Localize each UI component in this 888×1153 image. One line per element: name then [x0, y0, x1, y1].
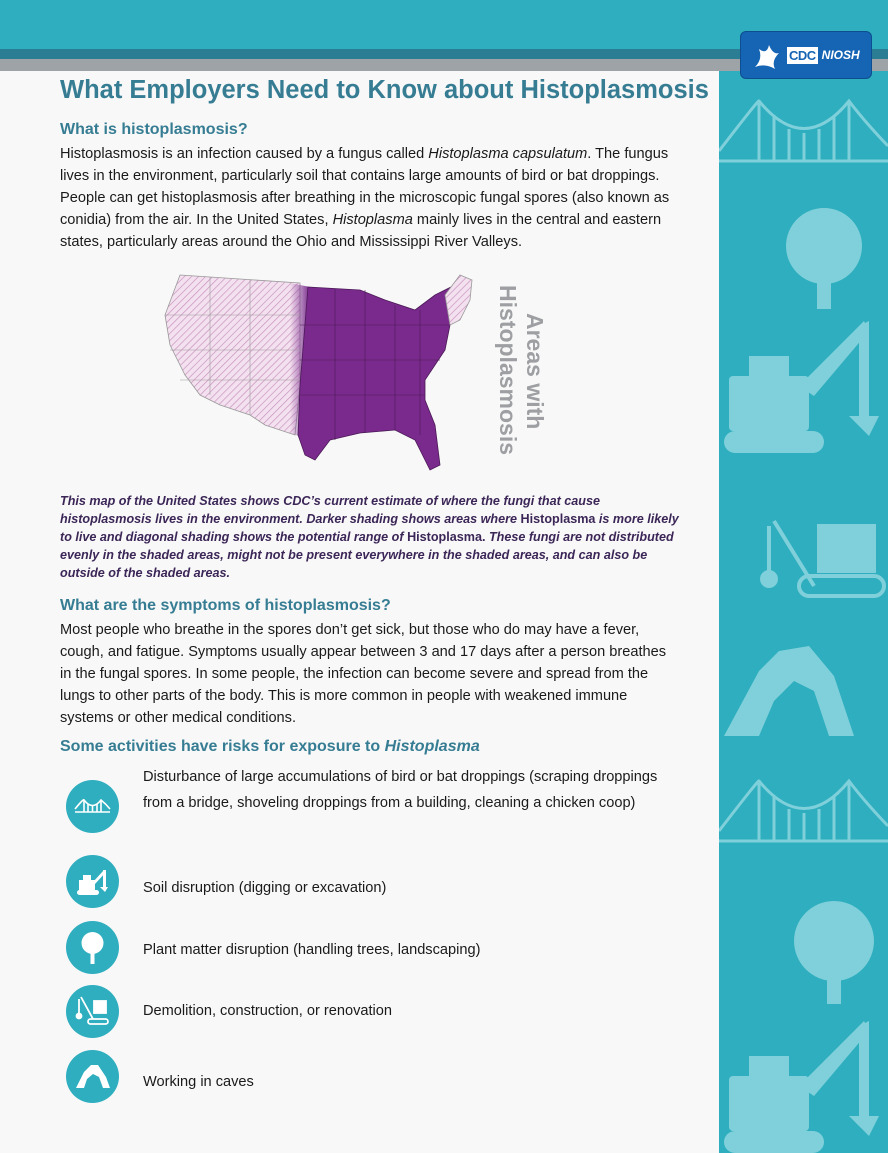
- excavator-icon: [719, 1016, 888, 1153]
- cdc-niosh-logo[interactable]: [740, 31, 872, 79]
- activities-heading: Some activities have risks for exposure to Histoplasma: [60, 738, 480, 755]
- activity-text-plant: Plant matter disruption (handling trees, landscaping): [143, 942, 481, 958]
- logo-cdc-text: CDC: [789, 47, 816, 63]
- tree-icon: [719, 896, 888, 1006]
- crane-icon: [66, 985, 119, 1038]
- map-label-line1: Areas with: [522, 313, 548, 430]
- logo-niosh-text: NIOSH: [821, 48, 860, 62]
- cave-icon: [66, 1050, 119, 1103]
- symptoms-heading: What are the symptoms of histoplasmosis?: [60, 597, 391, 614]
- activity-text-caves: Working in caves: [143, 1074, 254, 1090]
- symptoms-paragraph: Most people who breathe in the spores don’t get sick, but those who do may have a fever, cough, and fatigue. Symptoms usually appear between 3 and 17 days after a person breathes in the fungal spores. In some people, the infection can become severe and spread from the lungs to other parts of the body. This is more common in people with weakened immune systems or other medical conditions.: [60, 622, 667, 726]
- bridge-icon: [719, 771, 888, 851]
- page-title: What Employers Need to Know about Histoplasmosis: [60, 76, 709, 104]
- activity-text-demolition: Demolition, construction, or renovation: [143, 1003, 393, 1019]
- map-northeast-region: [445, 275, 472, 325]
- hhs-eagle-icon: [749, 37, 783, 73]
- tree-icon: [66, 921, 119, 974]
- tree-icon: [719, 201, 888, 311]
- map-east-region: [298, 285, 460, 470]
- what-is-paragraph: Histoplasmosis is an infection caused by a fungus called Histoplasma capsulatum. The fungus lives in the environment, particularly soil that contains large amounts of bird or bat droppings. People can get histoplasmosis after breathing in the microscopic fungal spores (also known as conidia) from the air. In the United States, Histoplasma mainly lives in the central and eastern states, particularly areas around the Ohio and Mississippi River Valleys.: [60, 146, 670, 250]
- activity-text-droppings: Disturbance of large accumulations of bird or bat droppings (scraping droppings from a bridge, shoveling droppings from a building, cleaning a chicken coop): [143, 769, 658, 811]
- bridge-icon: [66, 780, 119, 833]
- decorative-side-panel: [719, 71, 888, 1153]
- map-label-line2: Histoplasmosis: [495, 285, 521, 455]
- excavator-icon: [719, 316, 888, 461]
- activity-text-soil: Soil disruption (digging or excavation): [143, 880, 387, 896]
- map-caption: This map of the United States shows CDC’s current estimate of where the fungi that cause histoplasmosis lives in the environment. Darker shading shows areas where Histoplasma is more likely to live and diagonal shading shows the potential range of Histoplasma. These fungi are not distributed evenly in the shaded areas, might not be present everywhere in the shaded areas, and can also be outside of the shaded areas.: [60, 494, 679, 580]
- map-west-region: [165, 275, 300, 435]
- crane-icon: [719, 511, 888, 611]
- excavator-icon: [66, 855, 119, 908]
- cave-icon: [719, 641, 888, 741]
- bridge-icon: [719, 91, 888, 171]
- what-is-heading: What is histoplasmosis?: [60, 121, 248, 138]
- us-histoplasmosis-map: [160, 265, 480, 475]
- map-legend-label: [492, 285, 552, 465]
